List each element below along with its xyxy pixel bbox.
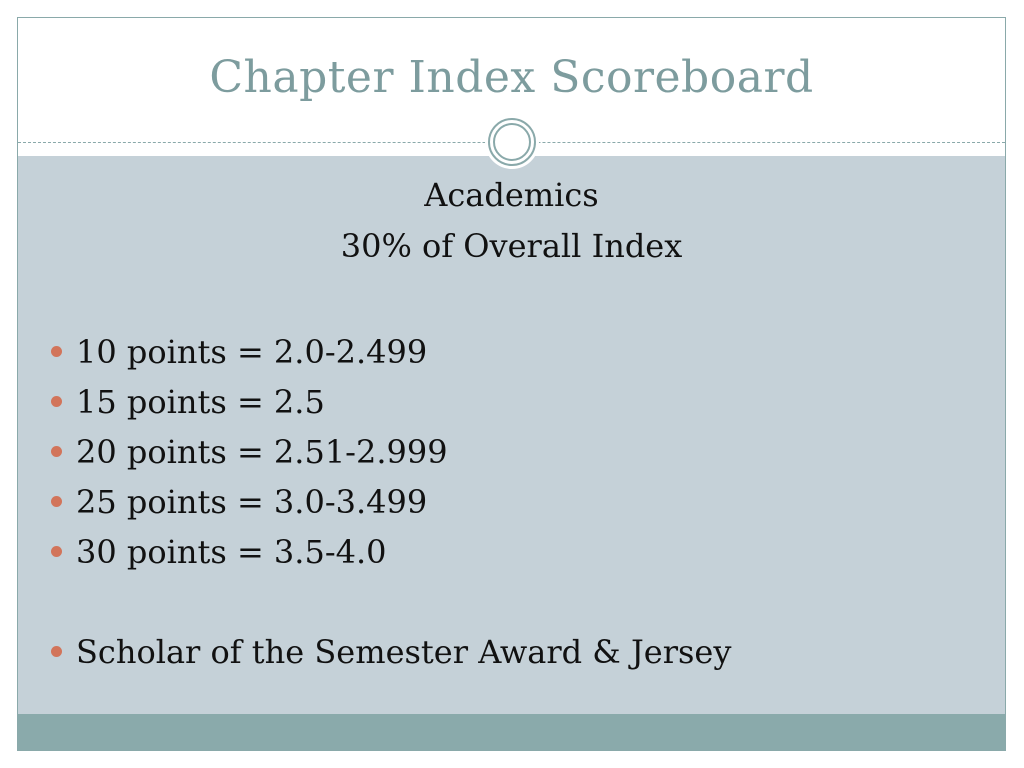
round-dot-bullet-icon	[51, 496, 62, 507]
bullet-item	[48, 327, 731, 377]
bullet-text: 10 points = 2.0-2.499	[76, 333, 428, 371]
bullet-text: 15 points = 2.5	[76, 383, 325, 421]
round-dot-bullet-icon	[51, 446, 62, 457]
round-dot-bullet-icon	[51, 646, 62, 657]
round-dot-bullet-icon	[51, 396, 62, 407]
bullet-item	[48, 527, 731, 577]
bullet-text: 25 points = 3.0-3.499	[76, 483, 428, 521]
round-dot-bullet-icon	[51, 546, 62, 557]
bullet-item	[48, 427, 731, 477]
slide-title: Chapter Index Scoreboard	[209, 52, 814, 103]
slide	[17, 17, 1006, 751]
round-dot-bullet-icon	[51, 346, 62, 357]
bullet-item	[48, 377, 731, 427]
bullet-item	[48, 477, 731, 527]
bullet-text: 20 points = 2.51-2.999	[76, 433, 448, 471]
bullet-text: Scholar of the Semester Award & Jersey	[76, 633, 732, 671]
ornament-inner-ring	[493, 123, 531, 161]
section-subheading: 30% of Overall Index	[340, 227, 683, 265]
section-heading: Academics	[424, 176, 599, 214]
bullet-item	[48, 627, 731, 677]
bullet-list	[48, 327, 731, 677]
double-ring-circle-icon	[485, 115, 539, 169]
bullet-text: 30 points = 3.5-4.0	[76, 533, 387, 571]
footer-band	[18, 714, 1005, 750]
